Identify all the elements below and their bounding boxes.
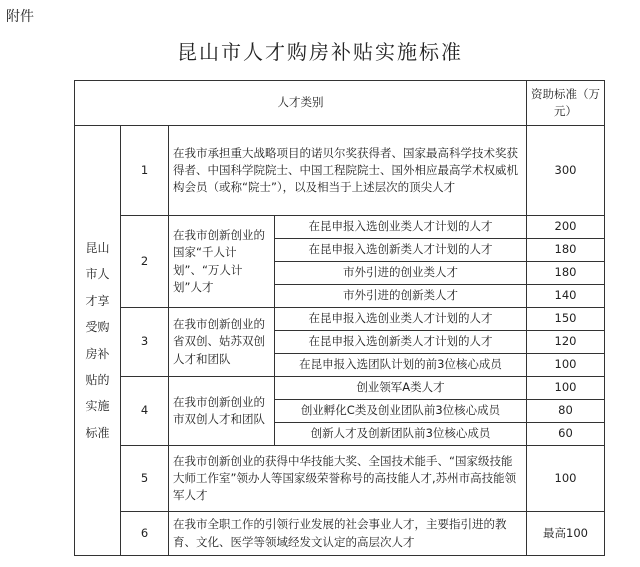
sub-amount: 120 <box>527 331 605 354</box>
sub-description: 创新人才及创新团队前3位核心成员 <box>275 423 527 446</box>
row-group: 在我市创新创业的市双创人才和团队 <box>169 377 275 446</box>
sub-description: 创业孵化C类及创业团队前3位核心成员 <box>275 400 527 423</box>
row-group: 在我市创新创业的国家“千人计划”、“万人计划”人才 <box>169 216 275 308</box>
row-number: 4 <box>121 377 169 446</box>
table-header-row <box>75 81 605 126</box>
sub-amount: 140 <box>527 285 605 308</box>
sub-description: 在昆申报入选创业类人才计划的人才 <box>275 216 527 239</box>
row-number: 5 <box>121 446 169 512</box>
row-number: 2 <box>121 216 169 308</box>
sub-amount: 180 <box>527 239 605 262</box>
row-amount: 100 <box>527 446 605 512</box>
sub-description: 在昆申报入选创业类人才计划的人才 <box>275 308 527 331</box>
sub-description: 在昆申报入选创新类人才计划的人才 <box>275 331 527 354</box>
header-category: 人才类别 <box>75 81 527 126</box>
table-row <box>75 126 605 216</box>
sub-amount: 60 <box>527 423 605 446</box>
table-row <box>75 377 605 400</box>
row-amount: 300 <box>527 126 605 216</box>
sub-amount: 100 <box>527 354 605 377</box>
sub-description: 在昆申报入选团队计划的前3位核心成员 <box>275 354 527 377</box>
sub-description: 创业领军A类人才 <box>275 377 527 400</box>
page-title: 昆山市人才购房补贴实施标准 <box>177 40 463 64</box>
sub-description: 在昆申报入选创新类人才计划的人才 <box>275 239 527 262</box>
header-amount: 资助标准（万元） <box>527 81 605 126</box>
subsidy-table <box>74 80 605 556</box>
table-row <box>75 216 605 239</box>
sub-description: 市外引进的创新类人才 <box>275 285 527 308</box>
sub-description: 市外引进的创业类人才 <box>275 262 527 285</box>
row-description: 在我市全职工作的引领行业发展的社会事业人才，主要指引进的教育、文化、医学等领域经发文认定的高层次人才 <box>169 512 527 556</box>
sub-amount: 180 <box>527 262 605 285</box>
left-category-label: 昆山市人才享受购房补贴的实施标准 <box>75 126 121 556</box>
sub-amount: 200 <box>527 216 605 239</box>
sub-amount: 80 <box>527 400 605 423</box>
row-number: 6 <box>121 512 169 556</box>
row-number: 1 <box>121 126 169 216</box>
row-description: 在我市创新创业的获得中华技能大奖、全国技术能手、“国家级技能大师工作室”领办人等国家级荣誉称号的高技能人才,苏州市高技能领军人才 <box>169 446 527 512</box>
row-amount: 最高100 <box>527 512 605 556</box>
sub-amount: 150 <box>527 308 605 331</box>
attachment-label: 附件 <box>6 9 34 25</box>
row-description: 在我市承担重大战略项目的诺贝尔奖获得者、国家最高科学技术奖获得者、中国科学院院士、中国工程院院士、国外相应最高学术权威机构会员（或称“院士”），以及相当于上述层次的顶尖人才 <box>169 126 527 216</box>
row-number: 3 <box>121 308 169 377</box>
table-row <box>75 512 605 556</box>
row-group: 在我市创新创业的省双创、姑苏双创人才和团队 <box>169 308 275 377</box>
table-row <box>75 446 605 512</box>
sub-amount: 100 <box>527 377 605 400</box>
table-row <box>75 308 605 331</box>
